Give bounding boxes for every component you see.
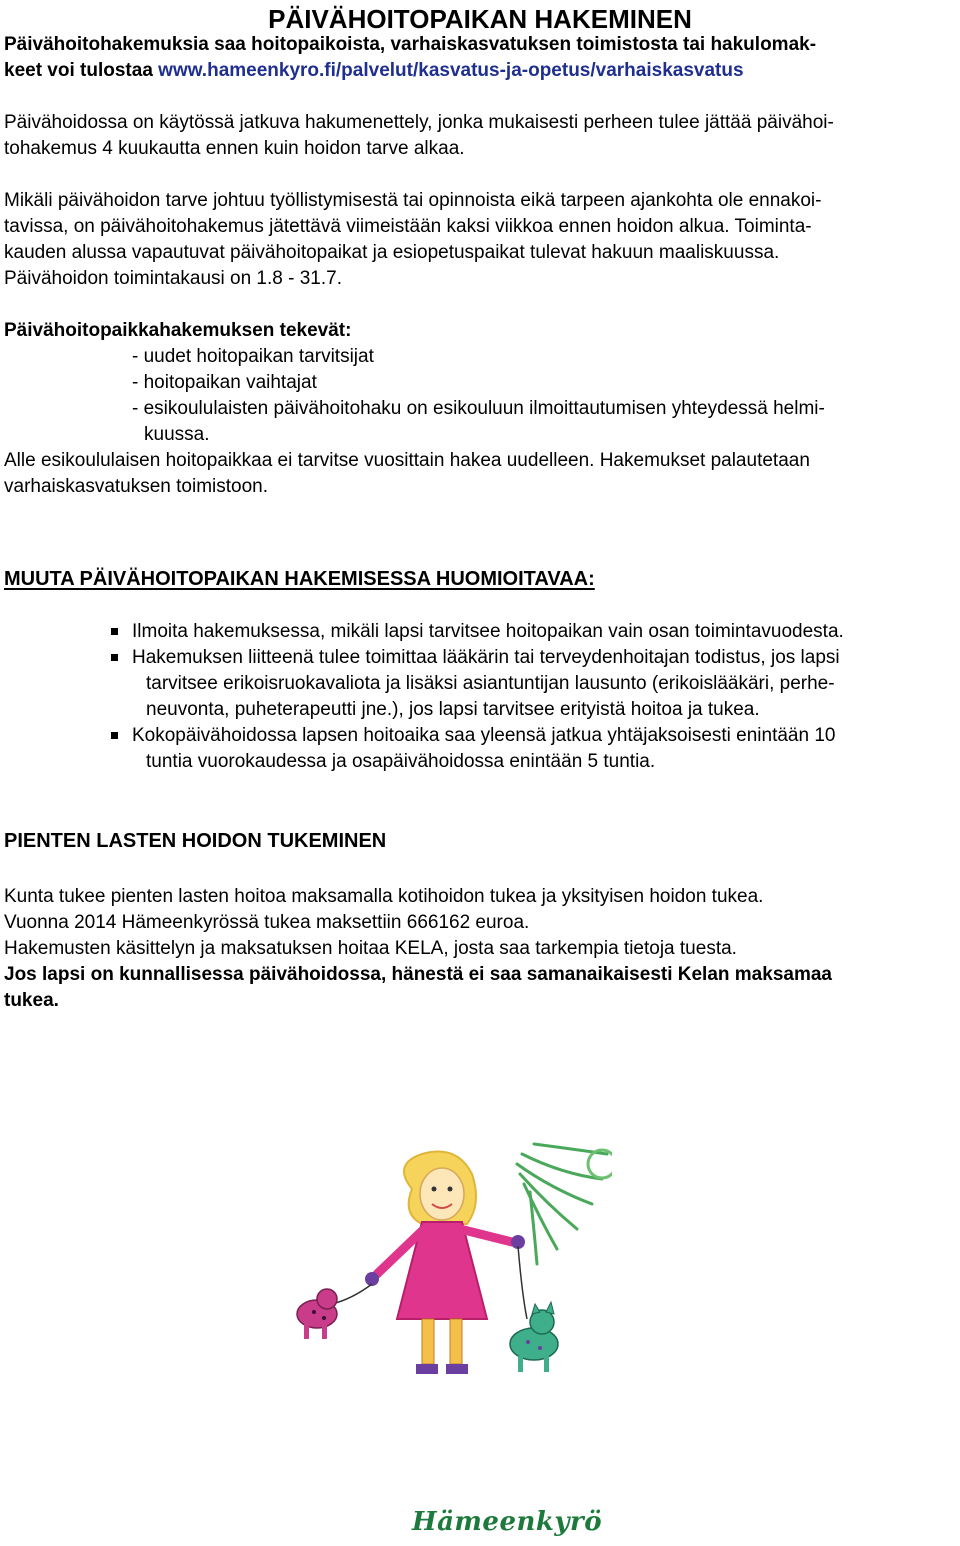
- green-sun-icon: [517, 1144, 612, 1264]
- other-heading: MUUTA PÄIVÄHOITOPAIKAN HAKEMISESSA HUOMIOITAVAA:: [4, 568, 595, 590]
- intro-line-2: [4, 58, 744, 84]
- para2-line-1: Mikäli päivähoidon tarve johtuu työllistymisestä tai opinnoista eikä tarpeen ajankohta ole ennakoi-: [4, 190, 822, 211]
- support-bold-line-1: Jos lapsi on kunnallisessa päivähoidossa, hänestä ei saa samanaikaisesti Kelan maksamaa: [4, 964, 832, 985]
- support-line-2: Vuonna 2014 Hämeenkyrössä tukea maksettiin 666162 euroa.: [4, 912, 530, 933]
- bullet-2-line-3: neuvonta, puheterapeutti jne.), jos lapsi tarvitsee erityistä hoitoa ja tukea.: [146, 699, 760, 720]
- para1-line-1: Päivähoidossa on käytössä jatkuva hakumenettely, jonka mukaisesti perheen tulee jättää päivähoi-: [4, 112, 834, 133]
- intro-line-1: Päivähoitohakemuksia saa hoitopaikoista, varhaiskasvatuksen toimistosta tai hakulomak-: [4, 34, 817, 55]
- applicants-note-1: Alle esikoululaisen hoitopaikkaa ei tarvitse vuosittain hakea uudelleen. Hakemukset palautetaan: [4, 450, 810, 471]
- bullet-square-icon: [111, 654, 118, 661]
- support-bold-line-2: tukea.: [4, 990, 59, 1011]
- para2-line-3: kauden alussa vapautuvat päivähoitopaikat ja esiopetuspaikat tulevat hakuun maaliskuussa.: [4, 242, 780, 263]
- para2-line-2: tavissa, on päivähoitohakemus jätettävä viimeistään kaksi viikkoa ennen hoidon alkua. Toiminta-: [4, 216, 812, 237]
- applicants-item-2: - hoitopaikan vaihtajat: [132, 372, 317, 393]
- applicants-item-1: - uudet hoitopaikan tarvitsijat: [132, 346, 374, 367]
- support-line-1: Kunta tukee pienten lasten hoitoa maksamalla kotihoidon tukea ja yksityisen hoidon tukea.: [4, 886, 764, 907]
- hameenkyro-logo: [412, 1503, 603, 1541]
- logo-text: Hämeenkyrö: [412, 1507, 603, 1537]
- para2-line-4: Päivähoidon toimintakausi on 1.8 - 31.7.: [4, 268, 342, 289]
- bullet-2-line-2: tarvitsee erikoisruokavaliota ja lisäksi asiantuntijan lausunto (erikoislääkäri, perhe-: [146, 673, 835, 694]
- bullet-1-text: Ilmoita hakemuksessa, mikäli lapsi tarvitsee hoitopaikan vain osan toimintavuodesta.: [132, 621, 844, 642]
- support-heading: PIENTEN LASTEN HOIDON TUKEMINEN: [4, 830, 387, 852]
- bullet-3-line-1: Kokopäivähoidossa lapsen hoitoaika saa yleensä jatkua yhtäjaksoisesti enintään 10: [132, 725, 836, 746]
- page-title: PÄIVÄHOITOPAIKAN HAKEMINEN: [268, 4, 692, 34]
- purple-dog-icon: [297, 1289, 337, 1339]
- bullet-square-icon: [111, 628, 118, 635]
- para1-line-2: tohakemus 4 kuukautta ennen kuin hoidon tarve alkaa.: [4, 138, 465, 159]
- bullet-2-line-1: Hakemuksen liitteenä tulee toimittaa lääkärin tai terveydenhoitajan todistus, jos lapsi: [132, 647, 840, 668]
- hameenkyro-link[interactable]: www.hameenkyro.fi/palvelut/kasvatus-ja-opetus/varhaiskasvatus: [158, 60, 744, 81]
- child-drawing-illustration: [272, 1134, 612, 1414]
- face-shape: [420, 1168, 464, 1220]
- applicants-note-2: varhaiskasvatuksen toimistoon.: [4, 476, 269, 497]
- bullet-3-line-2: tuntia vuorokaudessa ja osapäivähoidossa enintään 5 tuntia.: [146, 751, 656, 772]
- green-cat-icon: [510, 1302, 558, 1372]
- intro-line-2-prefix: keet voi tulostaa: [4, 60, 159, 81]
- applicants-item-3: - esikoululaisten päivähoitohaku on esikouluun ilmoittautumisen yhteydessä helmi-: [132, 398, 825, 419]
- applicants-heading: Päivähoitopaikkahakemuksen tekevät:: [4, 320, 352, 341]
- bullet-square-icon: [111, 732, 118, 739]
- applicants-item-3-cont: kuussa.: [144, 424, 210, 445]
- support-line-3: Hakemusten käsittelyn ja maksatuksen hoitaa KELA, josta saa tarkempia tietoja tuesta.: [4, 938, 737, 959]
